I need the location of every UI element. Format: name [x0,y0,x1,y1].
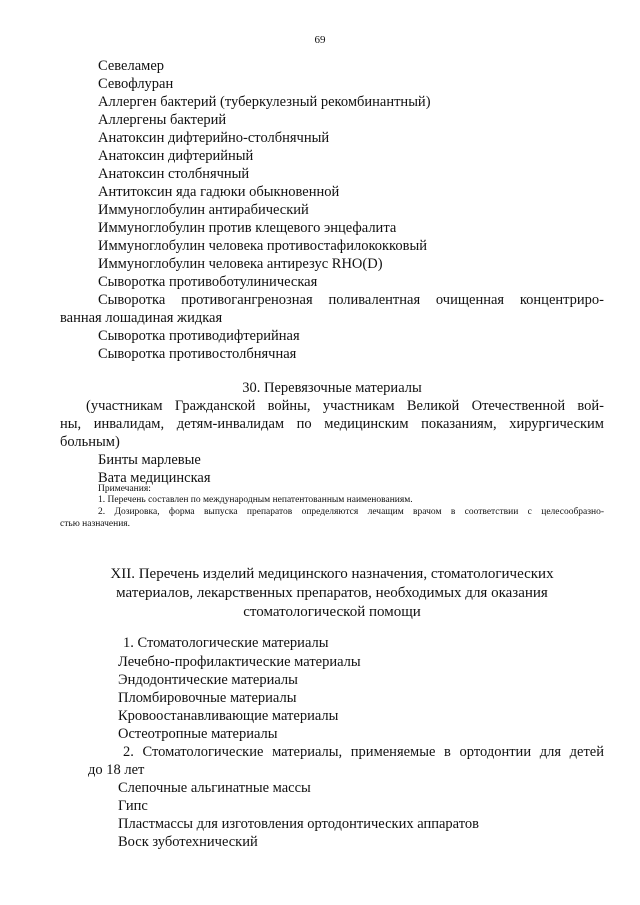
serum-line-2: ванная лошадиная жидкая [60,310,223,326]
list-item: Иммуноглобулин против клещевого энцефалита [98,220,397,236]
notes-title: Примечания: [98,484,151,494]
section-12-subheading-2-line-1: 2. Стоматологические материалы, применяемые в ортодонтии для детей [123,744,604,760]
section-30-subtitle-line-1: (участникам Гражданской войны, участникам Великой Отечественной вой- [86,398,604,414]
list-item: Сыворотка противостолбнячная [98,346,297,362]
list-item: Иммуноглобулин человека противостафилококковый [98,238,427,254]
list-item: Анатоксин дифтерийно-столбнячный [98,130,330,146]
section-12-title-line-3: стоматологической помощи [243,604,421,620]
list-item: Анатоксин столбнячный [98,166,250,182]
list-item: Антитоксин яда гадюки обыкновенной [98,184,340,200]
note-2-line-2: стью назначения. [60,519,131,529]
list-item: Слепочные альгинатные массы [118,780,311,796]
section-12-subheading-2-line-2: до 18 лет [88,762,145,778]
list-item: Кровоостанавливающие материалы [118,708,339,724]
section-30-heading: 30. Перевязочные материалы [242,380,422,396]
section-30-subtitle-line-3: больным) [60,434,120,450]
list-item: Вата медицинская [98,470,211,486]
list-item: Остеотропные материалы [118,726,278,742]
list-item: Пломбировочные материалы [118,690,297,706]
section-30-subtitle-line-2: ны, инвалидам, детям-инвалидам по медицинским показаниям, хирургическим [60,416,604,432]
section-12-subheading-1: 1. Стоматологические материалы [123,635,329,651]
section-12-title-line-2: материалов, лекарственных препаратов, необходимых для оказания [116,585,548,601]
list-item: Эндодонтические материалы [118,672,298,688]
serum-line-1: Сыворотка противогангренозная поливалентная очищенная концентриро- [98,292,604,308]
list-item: Иммуноглобулин антирабический [98,202,309,218]
list-item: Лечебно-профилактические материалы [118,654,361,670]
page-number: 69 [314,34,326,46]
section-12-title-line-1: XII. Перечень изделий медицинского назначения, стоматологических [110,566,554,582]
list-item: Аллергены бактерий [98,112,227,128]
list-item: Аллерген бактерий (туберкулезный рекомбинантный) [98,94,431,110]
note-1: 1. Перечень составлен по международным непатентованным наименованиям. [98,495,413,505]
list-item: Сыворотка противоботулиническая [98,274,318,290]
list-item: Севофлуран [98,76,174,92]
list-item: Севеламер [98,58,165,74]
list-item: Гипс [118,798,148,814]
list-item: Воск зуботехнический [118,834,258,850]
list-item: Иммуноглобулин человека антирезус RHO(D) [98,256,383,272]
note-2-line-1: 2. Дозировка, форма выпуска препаратов определяются лечащим врачом в соответствии с целесообразно- [98,507,604,517]
list-item: Анатоксин дифтерийный [98,148,254,164]
list-item: Пластмассы для изготовления ортодонтических аппаратов [118,816,479,832]
list-item: Бинты марлевые [98,452,201,468]
list-item: Сыворотка противодифтерийная [98,328,300,344]
